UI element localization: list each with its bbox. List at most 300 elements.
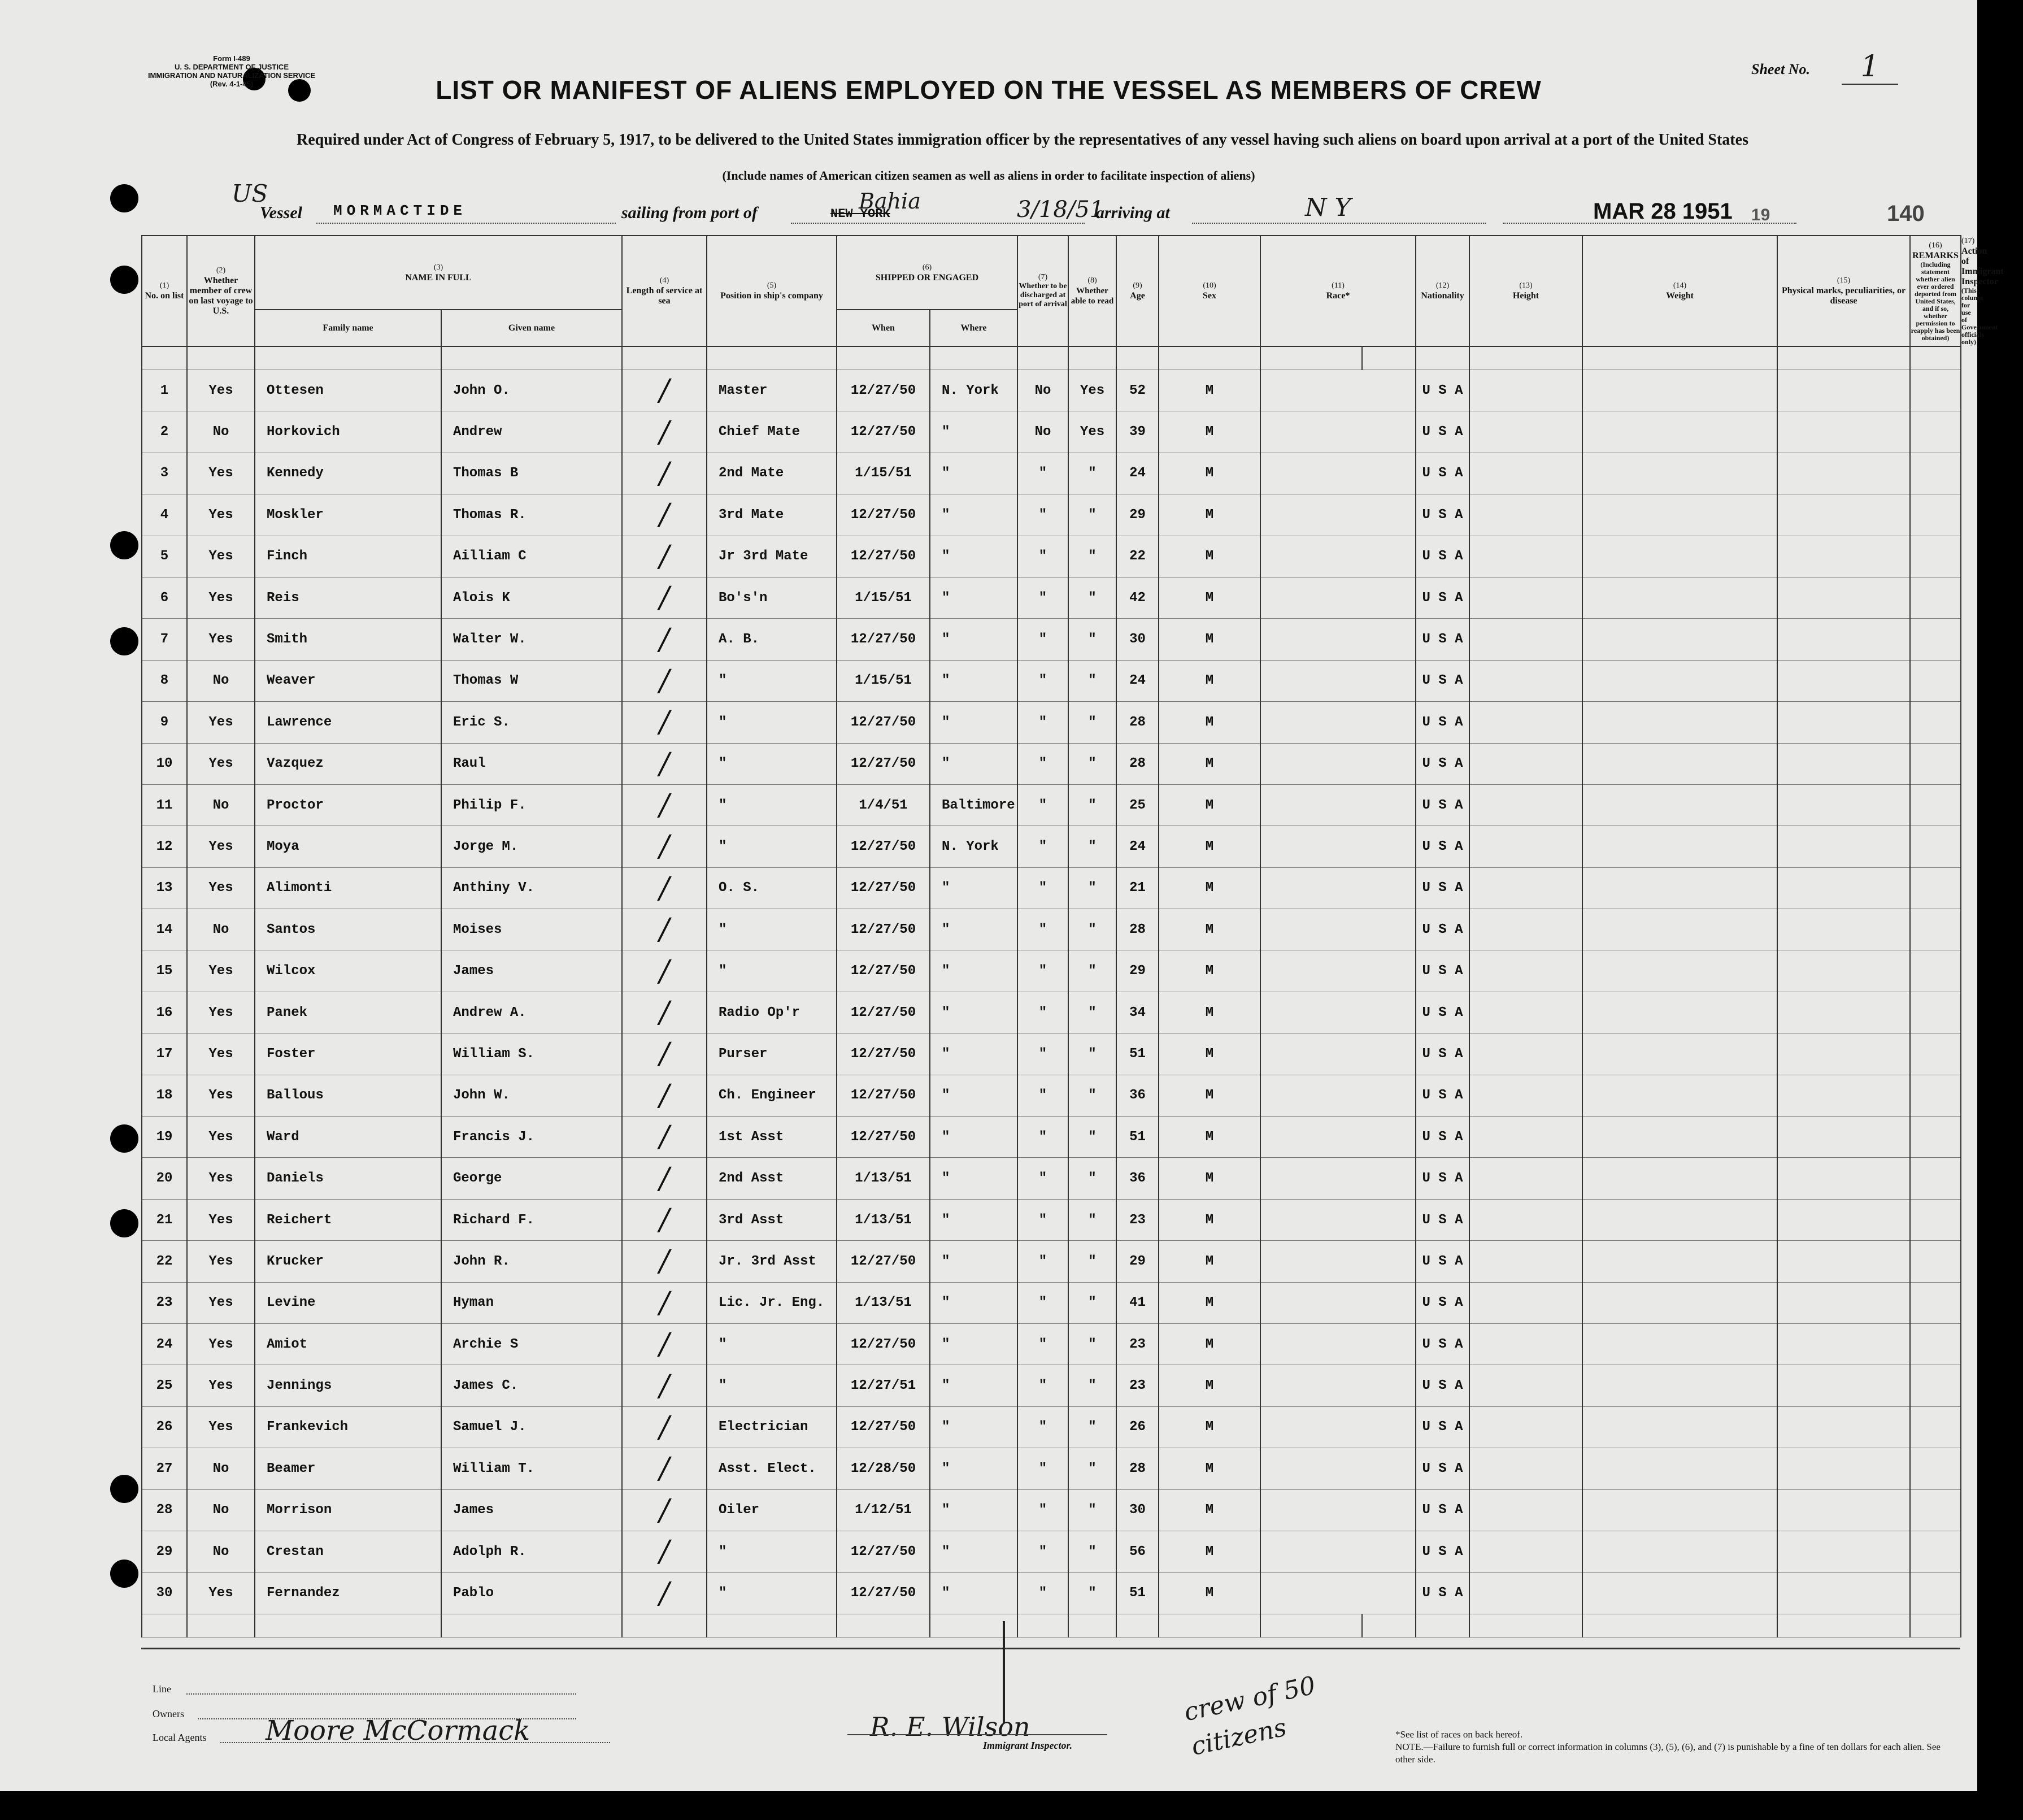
cell-family-name: Crestan (255, 1531, 441, 1572)
cell-physical-marks (1777, 1033, 1910, 1075)
cell-shipped-where: N. York (930, 826, 1017, 867)
cell-family-name: Reichert (255, 1199, 441, 1240)
cell-shipped-where: Baltimore (930, 784, 1017, 826)
cell-row-number: 30 (142, 1573, 187, 1614)
inspector-label: Immigrant Inspector. (983, 1740, 1073, 1751)
cell-family-name: Krucker (255, 1241, 441, 1282)
cell-sex: M (1159, 1448, 1260, 1489)
cell-height (1469, 1117, 1582, 1158)
cell-discharged: " (1017, 494, 1068, 536)
cell-weight (1582, 453, 1777, 494)
header-able-to-read: (8) Whether able to read (1068, 236, 1116, 346)
cell-race (1260, 1075, 1416, 1116)
cell-sex: M (1159, 743, 1260, 784)
cell-service-check: / (622, 950, 707, 992)
cell-weight (1582, 1406, 1777, 1448)
cell-able-to-read: " (1068, 1531, 1116, 1572)
cell-age: 21 (1116, 867, 1159, 909)
cell-height (1469, 784, 1582, 826)
cell-nationality: U S A (1416, 702, 1469, 743)
cell-physical-marks (1777, 1075, 1910, 1116)
cell-discharged: " (1017, 1075, 1068, 1116)
cell-row-number: 13 (142, 867, 187, 909)
cell-previous-voyage: Yes (187, 494, 255, 536)
cell-age: 51 (1116, 1573, 1159, 1614)
cell-height (1469, 370, 1582, 411)
cell-age: 39 (1116, 411, 1159, 453)
cell-age: 41 (1116, 1282, 1159, 1323)
cell-given-name: Pablo (441, 1573, 622, 1614)
cell-discharged: " (1017, 619, 1068, 660)
cell-height (1469, 1489, 1582, 1531)
owners-label: Owners (153, 1708, 184, 1719)
cell-remarks (1910, 1489, 1961, 1531)
cell-nationality: U S A (1416, 577, 1469, 618)
cell-weight (1582, 743, 1777, 784)
cell-row-number: 9 (142, 702, 187, 743)
cell-height (1469, 1282, 1582, 1323)
cell-physical-marks (1777, 950, 1910, 992)
cell-service-check: / (622, 1489, 707, 1531)
cell-row-number: 4 (142, 494, 187, 536)
cell-remarks (1910, 536, 1961, 577)
cell-race (1260, 619, 1416, 660)
cell-previous-voyage: Yes (187, 619, 255, 660)
cell-service-check: / (622, 453, 707, 494)
cell-sex: M (1159, 1199, 1260, 1240)
cell-height (1469, 1323, 1582, 1365)
cell-family-name: Ward (255, 1117, 441, 1158)
cell-weight (1582, 370, 1777, 411)
sailing-label: sailing from port of (621, 203, 758, 222)
cell-able-to-read: " (1068, 950, 1116, 992)
header-height: (13) Height (1469, 236, 1582, 346)
cell-position: Jr. 3rd Asst (707, 1241, 837, 1282)
cell-position: 2nd Asst (707, 1158, 837, 1199)
cell-discharged: " (1017, 1199, 1068, 1240)
cell-position: " (707, 660, 837, 701)
cell-remarks (1910, 577, 1961, 618)
cell-family-name: Moya (255, 826, 441, 867)
table-row (142, 660, 1961, 701)
cell-sex: M (1159, 1365, 1260, 1406)
cell-service-check: / (622, 577, 707, 618)
cell-physical-marks (1777, 1158, 1910, 1199)
cell-shipped-when: 12/27/50 (837, 867, 930, 909)
cell-shipped-when: 12/27/50 (837, 1075, 930, 1116)
sailing-port-struck: NEW YORK (830, 207, 890, 221)
cell-family-name: Moskler (255, 494, 441, 536)
cell-shipped-when: 12/27/50 (837, 619, 930, 660)
cell-height (1469, 1406, 1582, 1448)
cell-position: " (707, 743, 837, 784)
table-row (142, 784, 1961, 826)
cell-remarks (1910, 619, 1961, 660)
cell-shipped-where: " (930, 1075, 1017, 1116)
punch-hole (110, 531, 138, 559)
cell-given-name: Philip F. (441, 784, 622, 826)
cell-row-number: 28 (142, 1489, 187, 1531)
line-label: Line (153, 1683, 171, 1695)
table-row (142, 1117, 1961, 1158)
cell-given-name: James C. (441, 1365, 622, 1406)
cell-remarks (1910, 1406, 1961, 1448)
cell-row-number: 1 (142, 370, 187, 411)
cell-remarks (1910, 1573, 1961, 1614)
cell-able-to-read: " (1068, 1448, 1116, 1489)
cell-race (1260, 1531, 1416, 1572)
cell-row-number: 3 (142, 453, 187, 494)
cell-height (1469, 1033, 1582, 1075)
cell-previous-voyage: Yes (187, 1075, 255, 1116)
cell-discharged: " (1017, 1448, 1068, 1489)
cell-nationality: U S A (1416, 909, 1469, 950)
cell-service-check: / (622, 867, 707, 909)
cell-previous-voyage: Yes (187, 536, 255, 577)
cell-position: " (707, 909, 837, 950)
cell-discharged: " (1017, 992, 1068, 1033)
cell-position: Radio Op'r (707, 992, 837, 1033)
cell-sex: M (1159, 1573, 1260, 1614)
cell-shipped-where: " (930, 1406, 1017, 1448)
cell-able-to-read: " (1068, 619, 1116, 660)
cell-previous-voyage: No (187, 411, 255, 453)
cell-shipped-where: " (930, 660, 1017, 701)
page-subtitle: Required under Act of Congress of February 5, 1917, to be delivered to the United States immigration officer by the representatives of any vessel having such aliens on board upon arrival at a port of the United States (297, 131, 1748, 149)
cell-weight (1582, 1323, 1777, 1365)
cell-given-name: Samuel J. (441, 1406, 622, 1448)
cell-race (1260, 411, 1416, 453)
cell-sex: M (1159, 950, 1260, 992)
cell-shipped-when: 12/27/50 (837, 950, 930, 992)
crew-table-body (142, 346, 1961, 1637)
cell-able-to-read: " (1068, 577, 1116, 618)
cell-shipped-where: " (930, 702, 1017, 743)
cell-remarks (1910, 743, 1961, 784)
header-sex: (10) Sex (1159, 236, 1260, 346)
header-family-name: Family name (255, 310, 441, 346)
cell-service-check: / (622, 992, 707, 1033)
cell-sex: M (1159, 536, 1260, 577)
cell-able-to-read: " (1068, 1075, 1116, 1116)
cell-weight (1582, 411, 1777, 453)
cell-family-name: Frankevich (255, 1406, 441, 1448)
cell-position: Jr 3rd Mate (707, 536, 837, 577)
cell-remarks (1910, 1531, 1961, 1572)
cell-given-name: John O. (441, 370, 622, 411)
cell-previous-voyage: No (187, 1531, 255, 1572)
cell-nationality: U S A (1416, 1033, 1469, 1075)
cell-given-name: William S. (441, 1033, 622, 1075)
cell-shipped-where: " (930, 453, 1017, 494)
header-weight: (14) Weight (1582, 236, 1777, 346)
vessel-prefix: US (232, 180, 268, 207)
cell-age: 28 (1116, 1448, 1159, 1489)
cell-race (1260, 1241, 1416, 1282)
cell-nationality: U S A (1416, 411, 1469, 453)
cell-able-to-read: " (1068, 1158, 1116, 1199)
header-given-name: Given name (441, 310, 622, 346)
cell-row-number: 18 (142, 1075, 187, 1116)
cell-physical-marks (1777, 1406, 1910, 1448)
cell-race (1260, 1573, 1416, 1614)
cell-family-name: Beamer (255, 1448, 441, 1489)
cell-able-to-read: " (1068, 494, 1116, 536)
header-discharged: (7) Whether to be discharged at port of arrival (1017, 236, 1068, 346)
cell-service-check: / (622, 1573, 707, 1614)
cell-able-to-read: " (1068, 1199, 1116, 1240)
cell-physical-marks (1777, 1448, 1910, 1489)
cell-race (1260, 660, 1416, 701)
cell-weight (1582, 1365, 1777, 1406)
cell-previous-voyage: No (187, 1489, 255, 1531)
cell-race (1260, 950, 1416, 992)
cell-service-check: / (622, 1531, 707, 1572)
cell-height (1469, 494, 1582, 536)
cell-position: 3rd Asst (707, 1199, 837, 1240)
cell-physical-marks (1777, 1199, 1910, 1240)
include-note: (Include names of American citizen seamen as well as aliens in order to facilitate inspection of aliens) (722, 168, 1255, 183)
cell-remarks (1910, 370, 1961, 411)
cell-age: 28 (1116, 909, 1159, 950)
cell-remarks (1910, 867, 1961, 909)
cell-weight (1582, 950, 1777, 992)
cell-sex: M (1159, 411, 1260, 453)
cell-nationality: U S A (1416, 660, 1469, 701)
cell-discharged: " (1017, 1158, 1068, 1199)
cell-nationality: U S A (1416, 784, 1469, 826)
cell-able-to-read: Yes (1068, 370, 1116, 411)
cell-height (1469, 536, 1582, 577)
agents-signature: Moore McCormack (266, 1715, 530, 1747)
cell-shipped-when: 12/28/50 (837, 1448, 930, 1489)
cell-previous-voyage: Yes (187, 453, 255, 494)
cell-given-name: George (441, 1158, 622, 1199)
cell-row-number: 7 (142, 619, 187, 660)
cell-shipped-where: " (930, 1033, 1017, 1075)
cell-family-name: Jennings (255, 1365, 441, 1406)
cell-nationality: U S A (1416, 494, 1469, 536)
cell-height (1469, 1365, 1582, 1406)
cell-position: " (707, 1365, 837, 1406)
cell-sex: M (1159, 577, 1260, 618)
cell-service-check: / (622, 1033, 707, 1075)
cell-previous-voyage: Yes (187, 1573, 255, 1614)
cell-shipped-when: 12/27/50 (837, 370, 930, 411)
cell-discharged: " (1017, 1241, 1068, 1282)
cell-service-check: / (622, 660, 707, 701)
arriving-port: N Y (1305, 193, 1351, 222)
cell-family-name: Weaver (255, 660, 441, 701)
cell-service-check: / (622, 1448, 707, 1489)
cell-shipped-when: 12/27/50 (837, 702, 930, 743)
cell-nationality: U S A (1416, 1448, 1469, 1489)
cell-discharged: " (1017, 1573, 1068, 1614)
cell-previous-voyage: Yes (187, 826, 255, 867)
cell-height (1469, 909, 1582, 950)
sheet-number: 1 (1842, 50, 1898, 85)
cell-weight (1582, 784, 1777, 826)
cell-remarks (1910, 1448, 1961, 1489)
cell-sex: M (1159, 619, 1260, 660)
cell-previous-voyage: Yes (187, 702, 255, 743)
cell-family-name: Alimonti (255, 867, 441, 909)
cell-physical-marks (1777, 660, 1910, 701)
cell-race (1260, 453, 1416, 494)
cell-able-to-read: " (1068, 1573, 1116, 1614)
cell-physical-marks (1777, 1489, 1910, 1531)
cell-physical-marks (1777, 1117, 1910, 1158)
header-nationality: (12) Nationality (1416, 236, 1469, 346)
cell-previous-voyage: Yes (187, 867, 255, 909)
cell-family-name: Reis (255, 577, 441, 618)
agents-label: Local Agents (153, 1732, 207, 1743)
cell-service-check: / (622, 1406, 707, 1448)
cell-physical-marks (1777, 1323, 1910, 1365)
table-row (142, 370, 1961, 411)
cell-race (1260, 1117, 1416, 1158)
cell-row-number: 27 (142, 1448, 187, 1489)
cell-race (1260, 1282, 1416, 1323)
pen-stroke (1003, 1621, 1005, 1723)
table-row (142, 1158, 1961, 1199)
cell-row-number: 24 (142, 1323, 187, 1365)
page-title: LIST OR MANIFEST OF ALIENS EMPLOYED ON THE VESSEL AS MEMBERS OF CREW (436, 75, 1542, 105)
table-row (142, 1573, 1961, 1614)
cell-nationality: U S A (1416, 1531, 1469, 1572)
cell-previous-voyage: No (187, 660, 255, 701)
cell-nationality: U S A (1416, 1075, 1469, 1116)
header-number: (1) No. on list (142, 236, 187, 346)
inspector-signature: R. E. Wilson (870, 1712, 1030, 1742)
sailing-field (791, 189, 1104, 224)
cell-service-check: / (622, 494, 707, 536)
cell-remarks (1910, 1241, 1961, 1282)
cell-remarks (1910, 1199, 1961, 1240)
cell-race (1260, 1199, 1416, 1240)
cell-physical-marks (1777, 867, 1910, 909)
cell-discharged: " (1017, 1033, 1068, 1075)
cell-previous-voyage: Yes (187, 1158, 255, 1199)
cell-weight (1582, 867, 1777, 909)
cell-age: 24 (1116, 826, 1159, 867)
header-length-of-service: (4) Length of service at sea (622, 236, 707, 346)
cell-nationality: U S A (1416, 826, 1469, 867)
cell-position: " (707, 702, 837, 743)
table-row (142, 494, 1961, 536)
cell-shipped-when: 12/27/50 (837, 743, 930, 784)
service-name: IMMIGRATION AND NATURALIZATION SERVICE (147, 71, 316, 80)
cell-nationality: U S A (1416, 1365, 1469, 1406)
cell-service-check: / (622, 1199, 707, 1240)
cell-service-check: / (622, 411, 707, 453)
cell-shipped-where: " (930, 536, 1017, 577)
cell-sex: M (1159, 702, 1260, 743)
cell-row-number: 23 (142, 1282, 187, 1323)
cell-able-to-read: " (1068, 992, 1116, 1033)
cell-shipped-where: " (930, 1158, 1017, 1199)
cell-height (1469, 1531, 1582, 1572)
cell-height (1469, 619, 1582, 660)
cell-height (1469, 702, 1582, 743)
cell-discharged: " (1017, 909, 1068, 950)
cell-shipped-where: " (930, 1531, 1017, 1572)
cell-given-name: Hyman (441, 1282, 622, 1323)
cell-shipped-where: " (930, 743, 1017, 784)
date-field (1503, 199, 1796, 224)
cell-service-check: / (622, 1282, 707, 1323)
header-physical-marks: (15) Physical marks, peculiarities, or disease (1777, 236, 1910, 346)
sailing-date: 3/18/51 (1017, 197, 1104, 223)
cell-shipped-when: 1/4/51 (837, 784, 930, 826)
cell-sex: M (1159, 909, 1260, 950)
cell-service-check: / (622, 370, 707, 411)
cell-sex: M (1159, 784, 1260, 826)
cell-discharged: " (1017, 867, 1068, 909)
cell-remarks (1910, 1117, 1961, 1158)
cell-nationality: U S A (1416, 1241, 1469, 1282)
table-row (142, 619, 1961, 660)
arriving-label: arriving at (1096, 203, 1170, 222)
cell-row-number: 29 (142, 1531, 187, 1572)
department-name: U. S. DEPARTMENT OF JUSTICE (175, 63, 289, 71)
cell-nationality: U S A (1416, 1158, 1469, 1199)
cell-shipped-where: " (930, 867, 1017, 909)
cell-previous-voyage: Yes (187, 1282, 255, 1323)
cell-row-number: 10 (142, 743, 187, 784)
table-row (142, 1033, 1961, 1075)
cell-previous-voyage: Yes (187, 1033, 255, 1075)
cell-height (1469, 950, 1582, 992)
table-tail-row (142, 1614, 1961, 1637)
cell-age: 34 (1116, 992, 1159, 1033)
cell-physical-marks (1777, 909, 1910, 950)
cell-given-name: Jorge M. (441, 826, 622, 867)
cell-given-name: Thomas B (441, 453, 622, 494)
cell-shipped-where: " (930, 494, 1017, 536)
cell-service-check: / (622, 743, 707, 784)
cell-position: " (707, 826, 837, 867)
cell-family-name: Morrison (255, 1489, 441, 1531)
cell-shipped-where: N. York (930, 370, 1017, 411)
cell-nationality: U S A (1416, 1406, 1469, 1448)
cell-height (1469, 1241, 1582, 1282)
cell-position: 3rd Mate (707, 494, 837, 536)
date-year: 19 (1751, 206, 1770, 224)
cell-family-name: Daniels (255, 1158, 441, 1199)
cell-position: 1st Asst (707, 1117, 837, 1158)
cell-weight (1582, 1199, 1777, 1240)
cell-physical-marks (1777, 992, 1910, 1033)
cell-family-name: Panek (255, 992, 441, 1033)
cell-age: 23 (1116, 1199, 1159, 1240)
table-row (142, 743, 1961, 784)
cell-remarks (1910, 660, 1961, 701)
header-age: (9) Age (1116, 236, 1159, 346)
line-field (186, 1693, 576, 1695)
cell-row-number: 26 (142, 1406, 187, 1448)
cell-able-to-read: " (1068, 784, 1116, 826)
arriving-field (1192, 193, 1486, 224)
cell-row-number: 17 (142, 1033, 187, 1075)
cell-row-number: 6 (142, 577, 187, 618)
cell-able-to-read: " (1068, 743, 1116, 784)
cell-height (1469, 660, 1582, 701)
cell-physical-marks (1777, 1282, 1910, 1323)
cell-weight (1582, 619, 1777, 660)
cell-race (1260, 826, 1416, 867)
cell-position: Asst. Elect. (707, 1448, 837, 1489)
